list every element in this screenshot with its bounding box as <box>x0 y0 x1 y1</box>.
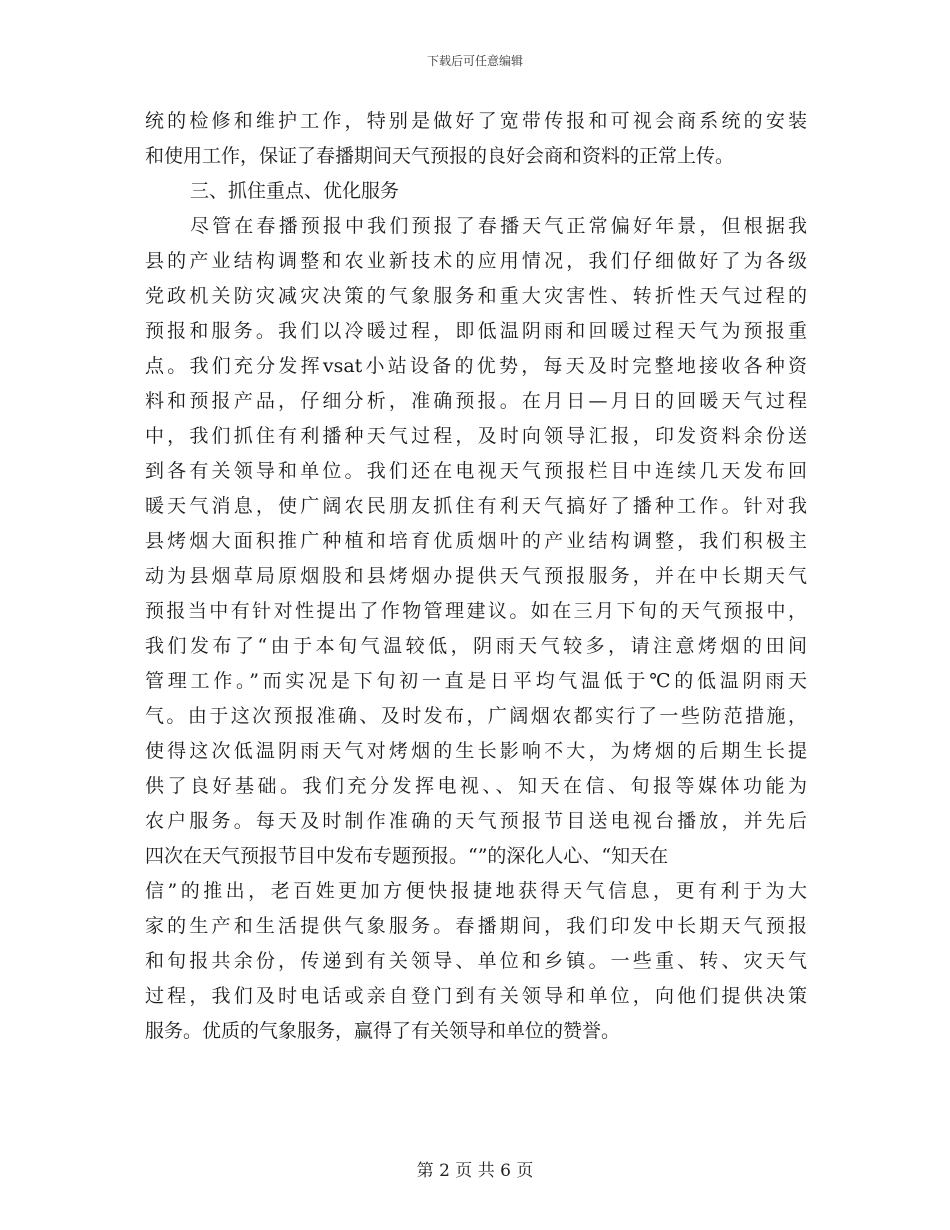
text-line: 管理工作。”而实况是下旬初一直是日平均气温低于℃的低温阴雨天 <box>145 670 807 692</box>
text-line: 过程，我们及时电话或亲自登门到有关领导和单位，向他们提供决策 <box>145 985 807 1007</box>
text-line: 统的检修和维护工作，特别是做好了宽带传报和可视会商系统的安装 <box>145 110 807 132</box>
text-line: 我们发布了“由于本旬气温较低，阴雨天气较多，请注意烤烟的田间 <box>145 635 807 657</box>
text-line: 预报当中有针对性提出了作物管理建议。如在三月下旬的天气预报中， <box>145 600 807 622</box>
text-line: 点。我们充分发挥vsat小站设备的优势，每天及时完整地接收各种资 <box>145 355 807 377</box>
text-line: 和旬报共余份，传递到有关领导、单位和乡镇。一些重、转、灾天气 <box>145 950 807 972</box>
text-line: 中，我们抓住有利播种天气过程，及时向领导汇报，印发资料余份送 <box>145 425 807 447</box>
text-line: 动为县烟草局原烟股和县烤烟办提供天气预报服务，并在中长期天气 <box>145 565 807 587</box>
text-line: 气。由于这次预报准确、及时发布，广阔烟农都实行了一些防范措施， <box>145 705 807 727</box>
text-line: 供了良好基础。我们充分发挥电视、、知天在信、旬报等媒体功能为 <box>145 775 807 797</box>
text-line: 料和预报产品，仔细分析，准确预报。在月日—月日的回暖天气过程 <box>145 390 807 412</box>
page-header: 下载后可任意编辑 <box>426 54 523 68</box>
page-number: 第 2 页 共 6 页 <box>416 1161 534 1181</box>
document-body <box>145 104 807 1049</box>
text-line: 四次在天气预报节目中发布专题预报。“”的深化人心、“知天在 <box>145 845 669 867</box>
text-line: 党政机关防灾减灾决策的气象服务和重大灾害性、转折性天气过程的 <box>145 285 807 307</box>
section-heading: 三、抓住重点、优化服务 <box>190 180 400 202</box>
text-line: 信”的推出，老百姓更加方便快报捷地获得天气信息，更有利于为大 <box>145 880 807 902</box>
text-line: 县烤烟大面积推广种植和培育优质烟叶的产业结构调整，我们积极主 <box>145 530 807 552</box>
text-line: 使得这次低温阴雨天气对烤烟的生长影响不大，为烤烟的后期生长提 <box>145 740 807 762</box>
text-line: 暖天气消息，使广阔农民朋友抓住有利天气搞好了播种工作。针对我 <box>145 495 807 517</box>
text-line: 农户服务。每天及时制作准确的天气预报节目送电视台播放，并先后 <box>145 810 807 832</box>
text-line: 到各有关领导和单位。我们还在电视天气预报栏目中连续几天发布回 <box>145 460 807 482</box>
text-line: 服务。优质的气象服务，赢得了有关领导和单位的赞誉。 <box>145 1020 621 1042</box>
text-line: 尽管在春播预报中我们预报了春播天气正常偏好年景，但根据我 <box>190 215 807 237</box>
text-line: 和使用工作，保证了春播期间天气预报的良好会商和资料的正常上传。 <box>145 145 735 167</box>
text-line: 预报和服务。我们以冷暖过程，即低温阴雨和回暖过程天气为预报重 <box>145 320 807 342</box>
text-line: 家的生产和生活提供气象服务。春播期间，我们印发中长期天气预报 <box>145 915 807 937</box>
text-line: 县的产业结构调整和农业新技术的应用情况，我们仔细做好了为各级 <box>145 250 807 272</box>
